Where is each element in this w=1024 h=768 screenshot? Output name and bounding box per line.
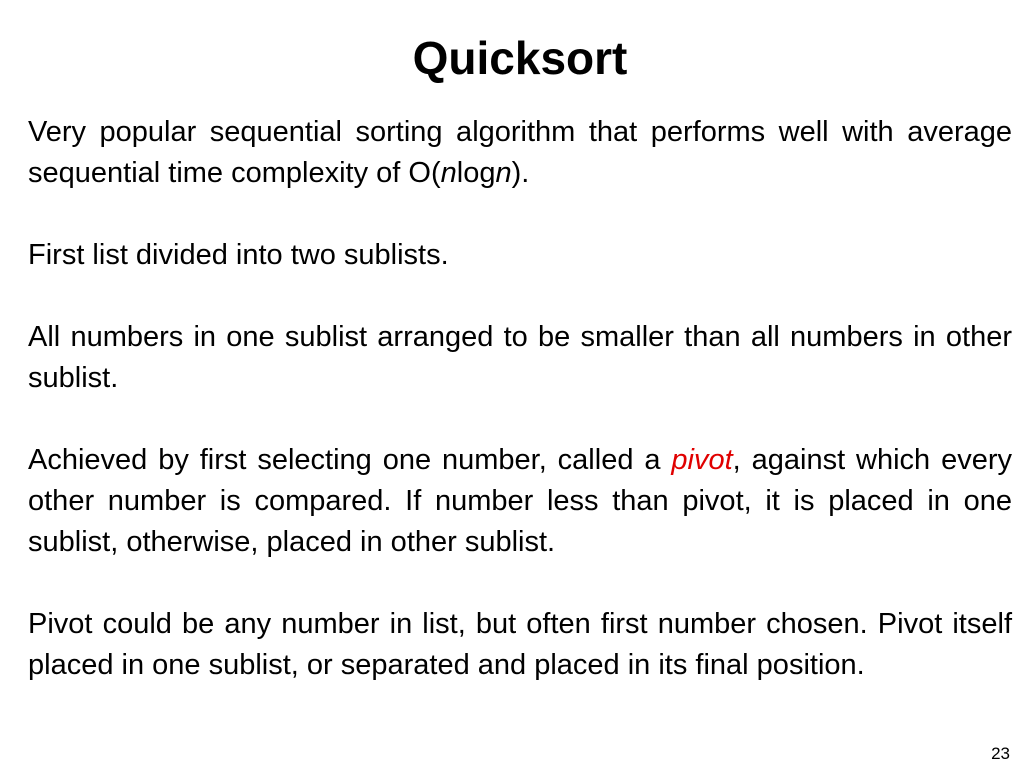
pivot-term: pivot <box>671 444 733 476</box>
complexity-n2: n <box>495 157 512 189</box>
pivot-text-end: , against which every other number is compared. If number less than pivot, it is placed in one sublist, otherwise, placed in other sublist. <box>28 444 1012 558</box>
slide-body <box>28 112 1012 686</box>
paragraph-pivot <box>28 440 1012 563</box>
pivot-text-start: Achieved by first selecting one number, called a <box>28 444 672 476</box>
slide-title: Quicksort <box>412 32 628 84</box>
paragraph-intro <box>28 112 1012 194</box>
complexity-n: n <box>440 157 457 189</box>
intro-text: Very popular sequential sorting algorithm that performs well with average sequential time complexity of O( <box>28 116 1012 189</box>
intro-text-end: ). <box>511 157 530 189</box>
paragraph-arrange: All numbers in one sublist arranged to be smaller than all numbers in other sublist. <box>28 321 1012 394</box>
paragraph-pivot-choice: Pivot could be any number in list, but often first number chosen. Pivot itself placed in one sublist, or separated and placed in its final position. <box>28 608 1012 681</box>
paragraph-divide: First list divided into two sublists. <box>28 239 449 271</box>
complexity-log: log <box>456 157 496 189</box>
page-number: 23 <box>991 744 1010 763</box>
